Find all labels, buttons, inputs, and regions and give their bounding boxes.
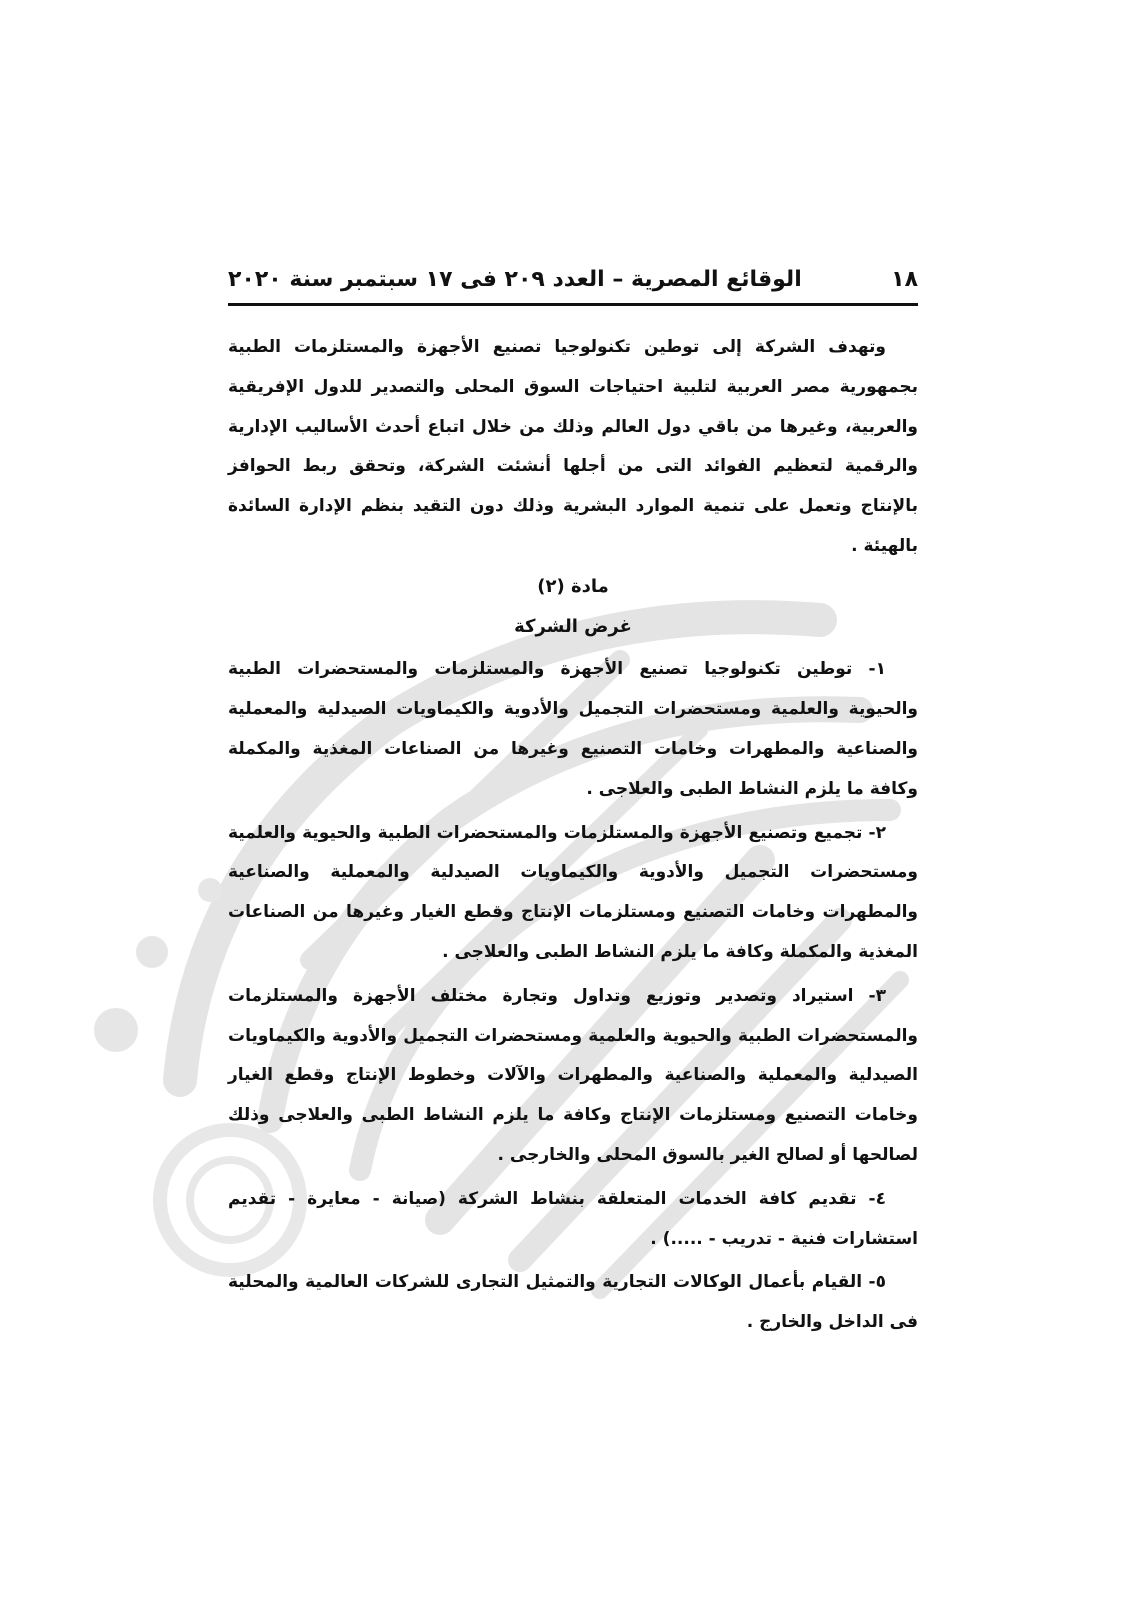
article-item-5: ٥- القيام بأعمال الوكالات التجارية والتمثيل التجارى للشركات العالمية والمحلية فى الداخل والخارج . bbox=[228, 1272, 918, 1333]
intro-paragraph: وتهدف الشركة إلى توطين تكنولوجيا تصنيع الأجهزة والمستلزمات الطبية بجمهورية مصر العربية لتلبية احتياجات السوق المحلى والتصدير للدول الإفريقية والعربية، وغيرها من باقي دول العالم وذلك من خلال اتباع أحدث الأساليب الإدارية والرقمية لتعظيم الفوائد التى من أجلها أنشئت الشركة، وتحقق ربط الحوافز بالإنتاج وتعمل على تنمية الموارد البشرية وذلك دون التقيد بنظم الإدارة السائدة بالهيئة . bbox=[228, 337, 918, 556]
body-text bbox=[228, 328, 918, 1343]
page-number: ١٨ bbox=[891, 266, 918, 292]
publication-line: الوقائع المصرية – العدد ٢٠٩ فى ١٧ سبتمبر سنة ٢٠٢٠ bbox=[228, 266, 802, 292]
article-item-4: ٤- تقديم كافة الخدمات المتعلقة بنشاط الشركة (صيانة - معايرة - تقديم استشارات فنية - تدريب - .....) . bbox=[228, 1188, 918, 1249]
article-heading: مادة (٢) bbox=[537, 575, 609, 597]
article-item-3: ٣- استيراد وتصدير وتوزيع وتداول وتجارة مختلف الأجهزة والمستلزمات والمستحضرات الطبية والحيوية والعلمية ومستحضرات التجميل والأدوية والكيماويات الصيدلية والمعملية والصناعية والمطهرات والآلات وخطوط الإنتاج وقطع الغيار وخامات التصنيع ومستلزمات الإنتاج وكافة ما يلزم النشاط الطبى والعلاجى وذلك لصالحها أو لصالح الغير بالسوق المحلى والخارجى . bbox=[228, 985, 918, 1165]
running-header bbox=[228, 262, 918, 296]
article-item-1: ١- توطين تكنولوجيا تصنيع الأجهزة والمستلزمات والمستحضرات الطبية والحيوية والعلمية ومستحضرات التجميل والأدوية والكيماويات الصيدلية والمعملية والصناعية والمطهرات وخامات التصنيع وغيرها من الصناعات المغذية والمكملة وكافة ما يلزم النشاط الطبى والعلاجى . bbox=[228, 659, 918, 799]
article-item-2: ٢- تجميع وتصنيع الأجهزة والمستلزمات والمستحضرات الطبية والحيوية والعلمية ومستحضرات التجميل والأدوية والكيماويات الصيدلية والمعملية والصناعية والمطهرات وخامات التصنيع ومستلزمات الإنتاج وقطع الغيار وغيرها من الصناعات المغذية والمكملة وكافة ما يلزم النشاط الطبى والعلاجى . bbox=[228, 822, 918, 962]
header-rule bbox=[228, 303, 918, 306]
article-subheading: غرض الشركة bbox=[514, 615, 632, 637]
